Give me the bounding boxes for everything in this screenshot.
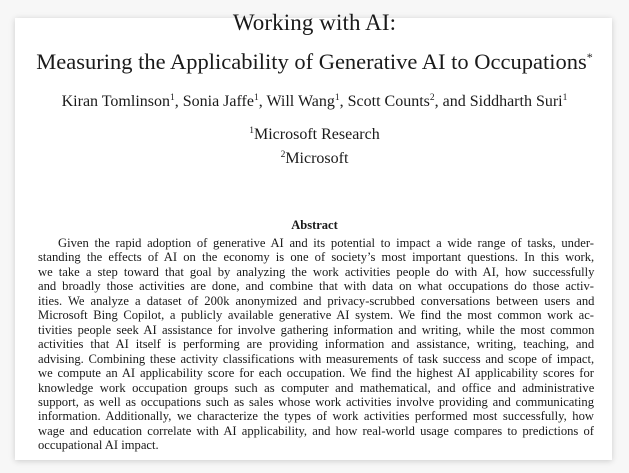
abstract-heading: Abstract — [291, 218, 338, 232]
author-name: Sonia Jaffe — [182, 93, 254, 110]
affiliation-mark: 1 — [562, 93, 568, 103]
paper-title-text: Measuring the Applicability of Generative AI to Occupations — [36, 49, 587, 74]
affiliation — [0, 145, 629, 169]
author — [183, 93, 267, 110]
paper-title-line-1: Working with AI: — [232, 10, 397, 35]
author-list — [0, 88, 629, 112]
author — [62, 93, 183, 110]
abstract-line: advising. Combining these activity classifications with measurements of task success and scope of impact, — [38, 351, 595, 366]
affiliation — [0, 121, 629, 145]
abstract-line: Microsoft Bing Copilot, a publicly available generative AI system. We find the most common work ac- — [38, 308, 594, 323]
affiliation-mark: 1 — [253, 93, 259, 103]
title-footnote-mark: * — [586, 50, 593, 64]
abstract-line: knowledge work occupation groups such as computer and mathematical, and office and administrative — [38, 380, 595, 395]
abstract-body — [38, 236, 594, 453]
author-name: Will Wang — [266, 93, 335, 110]
abstract-line: standing the effects of AI on the economy is one of society’s most important questions. In this work, — [38, 250, 595, 265]
paper-title-line-2 — [0, 44, 629, 75]
abstract-line: and broadly those activities are done, and combine that with data on what occupations do those activ- — [38, 279, 594, 294]
author-separator: , — [339, 93, 348, 110]
author-name: Scott Counts — [347, 93, 430, 110]
abstract-line: we compute an AI applicability score for each occupation. We find the highest AI applicability scores for — [38, 366, 594, 381]
affiliation-name: Microsoft Research — [254, 126, 380, 143]
affiliation-mark: 1 — [169, 93, 175, 103]
author-separator: , — [258, 93, 267, 110]
affiliation-mark: 2 — [280, 150, 286, 160]
affiliation-list — [0, 121, 629, 169]
author-separator: , — [174, 93, 183, 110]
author-name: Siddharth Suri — [469, 93, 563, 110]
author — [470, 93, 568, 110]
affiliation-mark: 1 — [249, 126, 254, 136]
abstract-line: Given the rapid adoption of generative AI and its potential to impact a wide range of tasks, under- — [58, 236, 594, 250]
abstract-line: ities. We analyze a dataset of 200k anonymized and privacy-scrubbed conversations between users and — [38, 293, 595, 308]
author — [348, 93, 470, 110]
abstract-line: support, as well as occupations such as sales whose work activities involve providing and communicating — [38, 394, 594, 409]
author — [266, 93, 347, 110]
author-name: Kiran Tomlinson — [61, 93, 170, 110]
abstract-line: activities that AI itself is performing are providing information and assistance, writing, teaching, and — [38, 337, 595, 352]
abstract-line: we take a step toward that goal by analyzing the work activities people do with AI, how successfully — [38, 264, 595, 279]
abstract-line: information. Additionally, we characterize the types of work activities performed most successfully, how — [38, 409, 594, 424]
abstract-line: tivities people seek AI assistance for involve gathering information and writing, while the most common — [38, 322, 595, 337]
author-separator: , and — [434, 93, 470, 110]
affiliation-mark: 2 — [429, 93, 435, 103]
abstract-line: wage and education correlate with AI applicability, and how real-world usage compares to predictions of — [38, 423, 594, 438]
abstract-line: occupational AI impact. — [38, 438, 159, 453]
affiliation-mark: 1 — [334, 93, 340, 103]
affiliation-name: Microsoft — [285, 150, 349, 167]
